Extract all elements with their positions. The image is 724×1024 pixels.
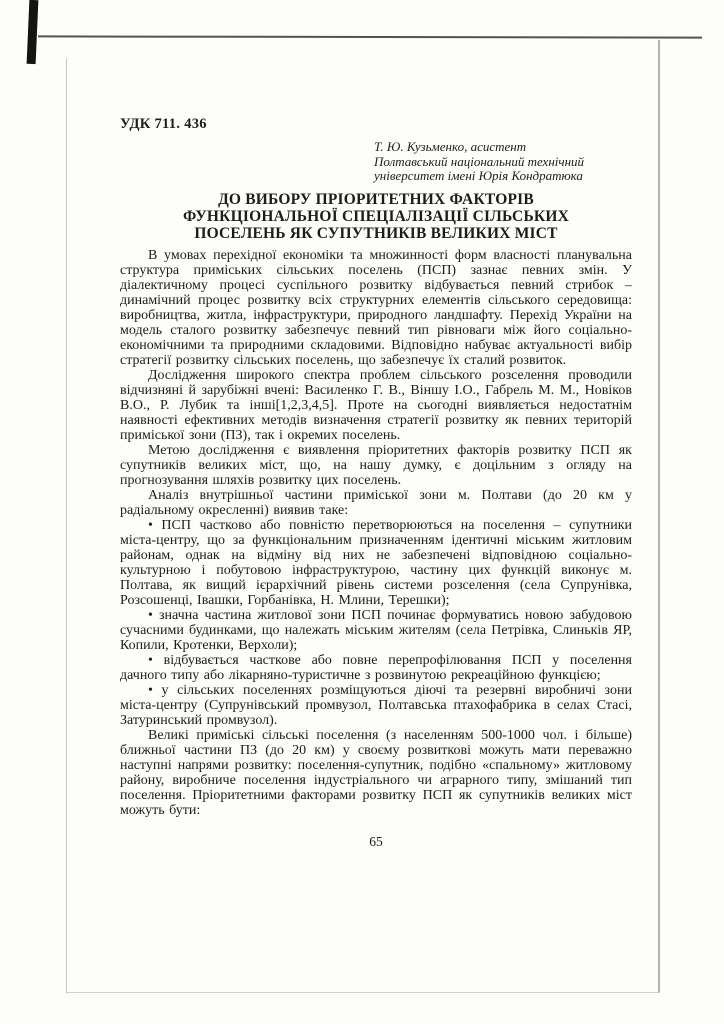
- page-number: 65: [369, 833, 383, 849]
- article-title-line-2: ФУНКЦІОНАЛЬНОЇ СПЕЦІАЛІЗАЦІЇ СІЛЬСЬКИХ: [182, 207, 569, 225]
- bullet-item-2: • значна частина житлової зони ПСП починає формуватись новою забудовою сучасними будинками, що належать міським жителям (села Петрівка, Слиньків ЯР, Копили, Кротенки, Верхоли);: [120, 607, 632, 653]
- paragraph-conclusion-lead: Великі приміські сільські поселення (з населенням 500-1000 чол. і більше) ближньої частини ПЗ (до 20 км) у своєму розвиткові можуть мати переважно наступні напрями розвитку: поселення-супутник, подібно «спальному» житловому району, виробниче поселення індустріального чи аграрного типу, змішаний тип поселення. Пріоритетними факторами розвитку ПСП як супутників великих міст можуть бути:: [120, 727, 632, 818]
- bullet-item-3: • відбувається часткове або повне перепрофілювання ПСП у поселення дачного типу або лікарняно-туристичне з розвинутою рекреаційною функцією;: [120, 652, 632, 683]
- scan-artifact-right-edge: [658, 40, 660, 992]
- article-title: [120, 191, 632, 242]
- page-content: [120, 116, 632, 850]
- paragraph-literature-review: Дослідження широкого спектра проблем сільського розселення проводили відчизняні й зарубіжні вчені: Василенко Г. В., Віншу І.О., Габрель М. М., Новіков В.О., Р. Лубик та інші[1,2,3,4,5]. Проте на сьогодні виявляється недостатнім наявності ефективних методів визначення стратегії розвитку як певних територій приміської зони (ПЗ), так і окремих поселень.: [120, 367, 632, 443]
- udc-code: УДК 711. 436: [120, 116, 207, 132]
- article-title-line-3: ПОСЕЛЕНЬ ЯК СУПУТНИКІВ ВЕЛИКИХ МІСТ: [194, 224, 558, 242]
- scan-artifact-left-edge: [66, 58, 67, 994]
- scan-artifact-corner-mark: [27, 0, 39, 64]
- author-block: [374, 140, 632, 184]
- paragraph-analysis-lead-in: Аналіз внутрішньої частини приміської зони м. Полтави (до 20 км у радіальному окресленні) виявив таке:: [120, 487, 632, 518]
- paragraph-research-goal: Метою дослідження є виявлення пріоритетних факторів розвитку ПСП як супутників великих міст, що, на нашу думку, є доцільним з огляду на прогнозування шляхів розвитку цих поселень.: [120, 442, 632, 488]
- article-title-line-1: ДО ВИБОРУ ПРІОРИТЕТНИХ ФАКТОРІВ: [218, 190, 534, 208]
- author-affiliation-line-1: Полтавський національний технічний: [374, 153, 585, 169]
- paragraph-intro: В умовах перехідної економіки та множинності форм власності планувальна структура приміських сільських поселень (ПСП) зазнає певних змін. У діалектичному процесі суспільного розвитку відбувається певний стрибок – динамічний процес розвитку всіх структурних елементів сільського середовища: виробництва, житла, інфраструктури, природного ландшафту. Перехід України на модель сталого розвитку забезпечує певний тип рівноваги між його соціально-економічними та природними складовими. Відповідно набуває актуальності вибір стратегії розвитку сільських поселень, що забезпечує їх сталий розвиток.: [120, 247, 632, 368]
- author-affiliation-line-2: університет імені Юрія Кондратюка: [374, 168, 583, 184]
- scan-artifact-bottom-edge: [66, 992, 660, 993]
- scan-artifact-top-line: [38, 35, 702, 38]
- author-name: Т. Ю. Кузьменко, асистент: [374, 139, 527, 154]
- bullet-item-4: • у сільських поселеннях розміщуються діючі та резервні виробничі зони міста-центру (Супрунівський промвузол, Полтавська птахофабрика в селах Стасі, Затуринський промвузол).: [120, 682, 632, 728]
- bullet-item-1: • ПСП частково або повністю перетворюються на поселення – супутники міста-центру, що за функціональним призначенням ідентичні міським житловим районам, однак на відміну від них не забезпечені відповідною соціально-культурною і побутовою інфраструктурою, частину цих функцій виконує м. Полтава, як вищий ієрархічний рівень системи розселення (села Супрунівка, Розсошенці, Івашки, Горбанівка, Н. Млини, Терешки);: [120, 517, 632, 608]
